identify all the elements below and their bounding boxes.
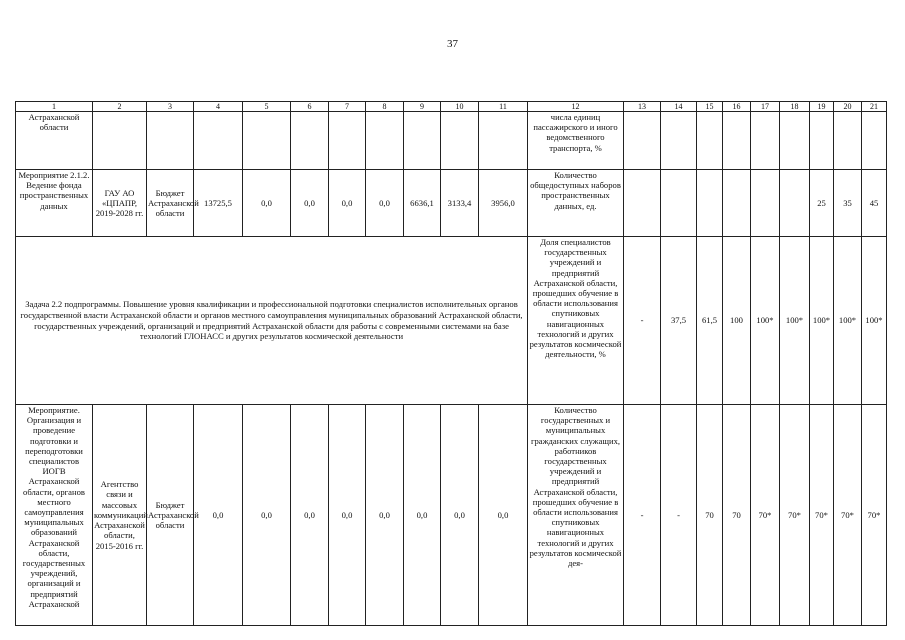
event-name: Мероприятие. Организация и проведение подготовки и переподготовки специалистов ИОГВ Астраханской области, органов местного самоуправления муниципальных образований Астраханской области, государственных учреждений, организаций и предприятий Астраханской — [16, 405, 93, 626]
executor: ГАУ АО «ЦПАПР, 2019-2028 гг. — [93, 170, 147, 237]
value-cell: 70 — [723, 405, 751, 626]
value-cell: - — [624, 405, 661, 626]
col-header: 16 — [723, 102, 751, 112]
value-cell: 100* — [780, 237, 810, 405]
col-header: 6 — [291, 102, 329, 112]
col-header: 4 — [194, 102, 243, 112]
column-number-row — [16, 102, 887, 112]
col-header: 10 — [441, 102, 479, 112]
col-header: 17 — [751, 102, 780, 112]
value-cell: 3133,4 — [441, 170, 479, 237]
value-cell: 45 — [862, 170, 887, 237]
value-cell: 100* — [751, 237, 780, 405]
value-cell — [697, 170, 723, 237]
page-number: 37 — [447, 38, 458, 50]
value-cell: 3956,0 — [479, 170, 528, 237]
col-header: 21 — [862, 102, 887, 112]
indicator-name: Количество общедоступных наборов пространственных данных, ед. — [528, 170, 624, 237]
table-row-task — [16, 237, 887, 405]
value-cell: 0,0 — [291, 405, 329, 626]
value-cell: 13725,5 — [194, 170, 243, 237]
col-header: 1 — [16, 102, 93, 112]
funding-source: Бюджет Астраханской области — [147, 405, 194, 626]
event-name: Астраханской области — [16, 112, 93, 170]
col-header: 13 — [624, 102, 661, 112]
table-row-event-training — [16, 405, 887, 626]
executor: Агентство связи и массовых коммуникаций Астраханской области, 2015-2016 гг. — [93, 405, 147, 626]
col-header: 19 — [810, 102, 834, 112]
task-heading: Задача 2.2 подпрограммы. Повышение уровня квалификации и профессиональной подготовки специалистов исполнительных органов государственной власти Астраханской области и органов местного самоуправления муниципальных образований Астраханской области, государственных учреждений, организаций и предприятий Астраханской области для работы с современными системами на базе технологий ГЛОНАСС и других результатов космической деятельности — [16, 237, 528, 405]
value-cell: 100 — [723, 237, 751, 405]
table-row-continued — [16, 112, 887, 170]
value-cell: 61,5 — [697, 237, 723, 405]
col-header: 3 — [147, 102, 194, 112]
value-cell: 70* — [834, 405, 862, 626]
value-cell: 70* — [862, 405, 887, 626]
col-header: 11 — [479, 102, 528, 112]
col-header: 18 — [780, 102, 810, 112]
indicator-name: Доля специалистов государственных учреждений и предприятий Астраханской области, прошедших обучение в области использования спутниковых навигационных технологий и других результатов космической деятельности, % — [528, 237, 624, 405]
value-cell: 25 — [810, 170, 834, 237]
col-header: 2 — [93, 102, 147, 112]
value-cell: - — [624, 237, 661, 405]
value-cell: 0,0 — [329, 405, 366, 626]
value-cell — [723, 170, 751, 237]
value-cell: 100* — [862, 237, 887, 405]
value-cell: 70* — [810, 405, 834, 626]
value-cell: 70 — [697, 405, 723, 626]
value-cell: 0,0 — [243, 170, 291, 237]
event-name: Мероприятие 2.1.2. Ведение фонда пространственных данных — [16, 170, 93, 237]
col-header: 12 — [528, 102, 624, 112]
value-cell — [751, 170, 780, 237]
value-cell: 0,0 — [479, 405, 528, 626]
value-cell: 0,0 — [441, 405, 479, 626]
col-header: 8 — [366, 102, 404, 112]
table-row-event-212 — [16, 170, 887, 237]
col-header: 20 — [834, 102, 862, 112]
col-header: 7 — [329, 102, 366, 112]
col-header: 5 — [243, 102, 291, 112]
value-cell — [780, 170, 810, 237]
value-cell: 0,0 — [366, 405, 404, 626]
value-cell: 0,0 — [243, 405, 291, 626]
value-cell — [624, 170, 661, 237]
value-cell: 70* — [751, 405, 780, 626]
indicator-name: Количество государственных и муниципальных гражданских служащих, работников государственных учреждений и предприятий Астраханской области, прошедших обучение в области использования спутниковых навигационных технологий и других результатов космической дея- — [528, 405, 624, 626]
value-cell: 0,0 — [329, 170, 366, 237]
value-cell: - — [661, 405, 697, 626]
funding-source: Бюджет Астраханской области — [147, 170, 194, 237]
program-table — [15, 101, 887, 626]
value-cell: 6636,1 — [404, 170, 441, 237]
value-cell: 0,0 — [404, 405, 441, 626]
col-header: 9 — [404, 102, 441, 112]
value-cell: 100* — [810, 237, 834, 405]
value-cell: 0,0 — [194, 405, 243, 626]
value-cell: 70* — [780, 405, 810, 626]
value-cell — [661, 170, 697, 237]
col-header: 14 — [661, 102, 697, 112]
value-cell: 0,0 — [366, 170, 404, 237]
indicator-name: числа единиц пассажирского и иного ведомственного транспорта, % — [528, 112, 624, 170]
value-cell: 0,0 — [291, 170, 329, 237]
col-header: 15 — [697, 102, 723, 112]
value-cell: 35 — [834, 170, 862, 237]
value-cell: 37,5 — [661, 237, 697, 405]
value-cell: 100* — [834, 237, 862, 405]
